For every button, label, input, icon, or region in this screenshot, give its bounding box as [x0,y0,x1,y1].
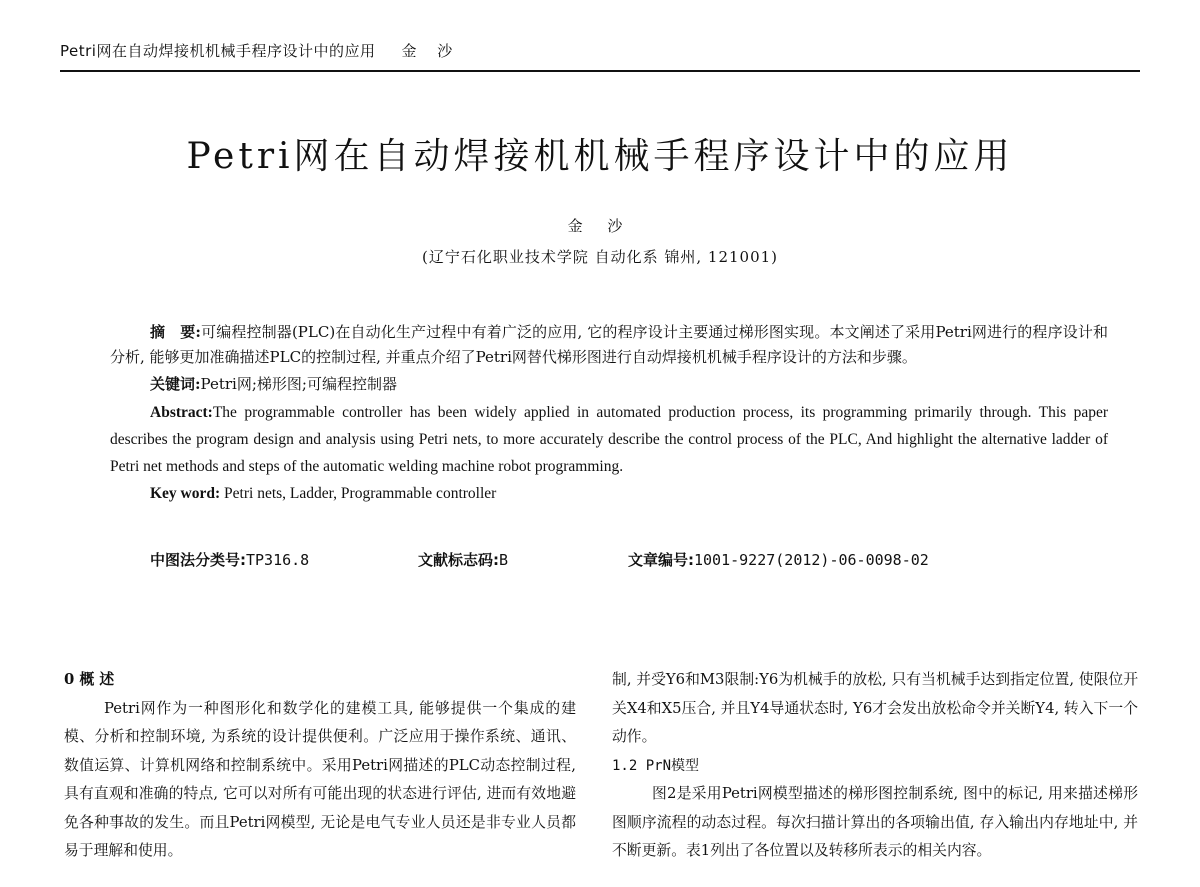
keywords-cn-label: 关键词: [150,375,201,393]
right-paragraph-1: 制, 并受Y6和M3限制:Y6为机械手的放松, 只有当机械手达到指定位置, 使限位开关X4和X5压合, 并且Y4导通状态时, Y6才会发出放松命令并关断Y4, 转入下一个动作。 [612,671,1138,745]
paper-author: 金 沙 [567,217,633,235]
right-paragraph-2: 图2是采用Petri网模型描述的梯形图控制系统, 图中的标记, 用来描述梯形图顺序流程的动态过程。每次扫描计算出的各项输出值, 存入输出内存地址中, 并不断更新。表1列出了各位置以及转移所表示的相关内容。 [612,785,1138,859]
document-code [418,549,508,570]
clc-label: 中图法分类号: [150,551,246,569]
abstract-en-text: The programmable controller has been widely applied in automated production process, its programming primarily through. This paper describes the program design and analysis using Petri nets, to more accurately describe the control process of the PLC, And highlight the alternative ladder of Petri net methods and steps of the automatic welding machine robot programming. [110,404,1108,475]
paper-title: Petri网在自动焊接机机械手程序设计中的应用 [186,136,1014,177]
abstract-en-label: Abstract: [150,404,213,421]
article-number-value: 1001-9227(2012)-06-0098-02 [694,551,929,569]
running-header [60,40,460,61]
section-heading-overview: 0 概 述 [64,671,115,688]
abstract-en [110,399,1108,480]
subsection-heading-prn: 1.2 PrN模型 [612,757,700,774]
abstract-cn [110,320,1108,370]
header-rule [60,70,1140,72]
article-number-label: 文章编号: [628,551,694,569]
article-number [628,549,929,570]
abstract-block [110,320,1108,507]
clc-value: TP316.8 [246,551,310,569]
keywords-en [110,480,1108,507]
keywords-en-label: Key word: [150,485,221,502]
document-code-value: B [499,551,509,569]
keywords-en-text: Petri nets, Ladder, Programmable controller [220,485,497,502]
running-header-title: Petri网在自动焊接机机械手程序设计中的应用 [60,42,376,60]
clc-number [150,549,309,570]
document-code-label: 文献标志码: [418,551,499,569]
body-right-column [612,666,1138,866]
abstract-cn-label: 摘 要: [150,323,201,341]
abstract-cn-text: 可编程控制器(PLC)在自动化生产过程中有着广泛的应用, 它的程序设计主要通过梯形图实现。本文阐述了采用Petri网进行的程序设计和分析, 能够更加准确描述PLC的控制过程, 并重点介绍了Petri网替代梯形图进行自动焊接机机械手程序设计的方法和步骤。 [110,323,1108,366]
paper-affiliation: (辽宁石化职业技术学院 自动化系 锦州, 121001) [421,248,779,266]
keywords-cn [110,372,1108,397]
body-left-column [64,666,576,866]
running-header-author: 金 沙 [401,42,461,60]
keywords-cn-text: Petri网;梯形图;可编程控制器 [200,375,397,393]
overview-paragraph: Petri网作为一种图形化和数学化的建模工具, 能够提供一个集成的建模、分析和控制环境, 为系统的设计提供便利。广泛应用于操作系统、通讯、数值运算、计算机网络和控制系统中。采用Petri网描述的PLC动态控制过程, 具有直观和准确的特点, 它可以对所有可能出现的状态进行评估, 进而有效地避免各种事故的发生。而且Petri网模型, 无论是电气专业人员还是非专业人员都易于理解和使用。 [64,699,576,859]
